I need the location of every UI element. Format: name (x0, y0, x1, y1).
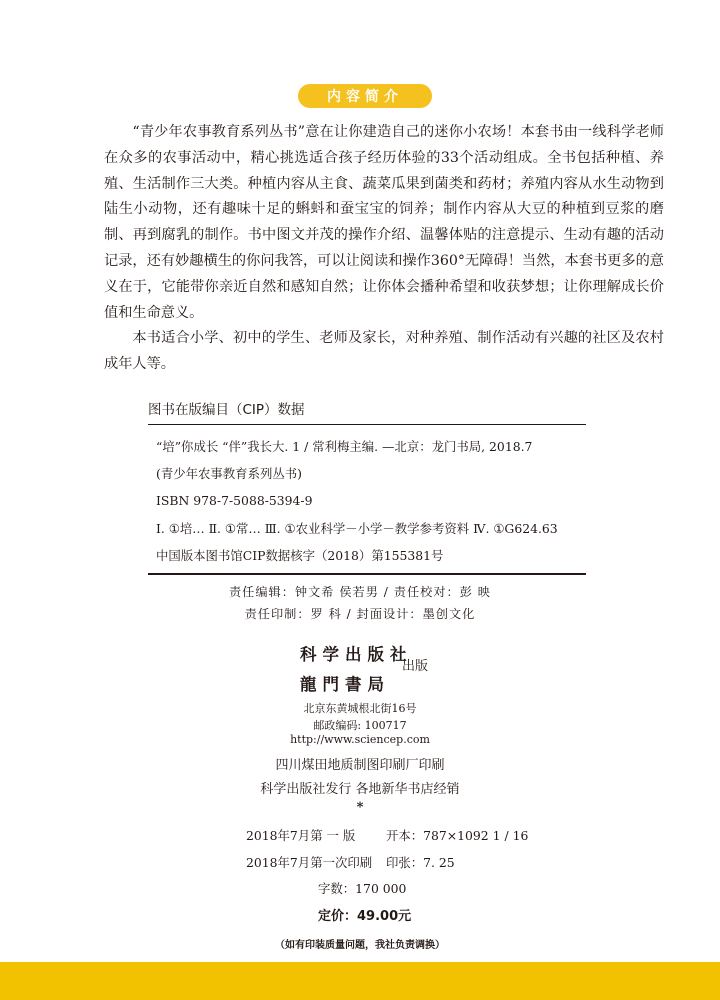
cip-line: Ⅰ. ①培… Ⅱ. ①常… Ⅲ. ①农业科学－小学－教学参考资料 Ⅳ. ①G624.63 (156, 520, 558, 536)
spec-row-printing (246, 853, 455, 871)
publisher-suffix: 出版 (402, 659, 429, 674)
cip-line: (青少年农事教育系列丛书) (156, 466, 302, 482)
credits-line: 责任印制：罗 科 / 封面设计：墨创文化 (244, 607, 476, 621)
footer-band (0, 962, 720, 1000)
cip-divider-top (148, 424, 586, 425)
publisher-names (300, 640, 413, 700)
separator-star: * (356, 800, 364, 815)
publisher-postcode: 邮政编码: 100717 (313, 719, 407, 732)
printing-text: 2018年7月第一次印刷 (246, 855, 373, 870)
spec-row-edition (246, 826, 528, 844)
cip-divider-bottom (148, 573, 586, 575)
edition-text: 2018年7月第 一 版 (246, 828, 356, 843)
sheets-text: 印张：7. 25 (385, 855, 455, 870)
distribution-line: 科学出版社发行 各地新华书店经销 (260, 782, 460, 797)
printer-line: 四川煤田地质制图印刷厂印刷 (275, 758, 445, 773)
publisher-address: 北京东黄城根北街16号 (303, 702, 417, 715)
publisher-longmen: 龍門書局 (300, 675, 390, 694)
publisher-website: http://www.sciencep.com (290, 733, 430, 746)
cip-line: “培”你成长 “伴”我长大. 1 / 常利梅主编. —北京：龙门书局, 2018.7 (156, 439, 533, 454)
intro-text (104, 120, 664, 378)
cip-heading: 图书在版编目（CIP）数据 (148, 402, 305, 418)
intro-paragraph: 本书适合小学、初中的学生、老师及家长，对种养殖、制作活动有兴趣的社区及农村成年人等。 (104, 330, 664, 373)
word-count: 字数：170 000 (318, 881, 407, 896)
publisher-science-press: 科学出版社 (300, 645, 413, 664)
credits-line: 责任编辑：钟文希 侯若男 / 责任校对：彭 映 (229, 585, 491, 599)
format-text: 开本：787×1092 1 / 16 (385, 828, 529, 843)
cip-line: 中国版本图书馆CIP数据核字（2018）第155381号 (156, 547, 444, 563)
price: 定价：49.00元 (318, 909, 412, 924)
cip-line: ISBN 978-7-5088-5394-9 (156, 493, 313, 509)
quality-notice: （如有印装质量问题，我社负责调换） (275, 940, 445, 951)
intro-paragraph: “青少年农事教育系列丛书”意在让你建造自己的迷你小农场！本套书由一线科学老师在众多的农事活动中，精心挑选适合孩子经历体验的33个活动组成。全书包括种植、养殖、生活制作三大类。种植内容从主食、蔬菜瓜果到菌类和药材；养殖内容从水生动物到陆生小动物，还有趣味十足的蝌蚪和蚕宝宝的饲养；制作内容从大豆的种植到豆浆的磨制、再到腐乳的制作。书中图文并茂的操作介绍、温馨体贴的注意提示、生动有趣的活动记录，还有妙趣横生的你问我答，可以让阅读和操作360°无障碍！当然，本套书更多的意义在于，它能带你亲近自然和感知自然；让你体会播种希望和收获梦想；让你理解成长价值和生命意义。 (104, 124, 664, 321)
cip-block (156, 433, 596, 569)
section-badge: 内容简介 (298, 84, 432, 108)
